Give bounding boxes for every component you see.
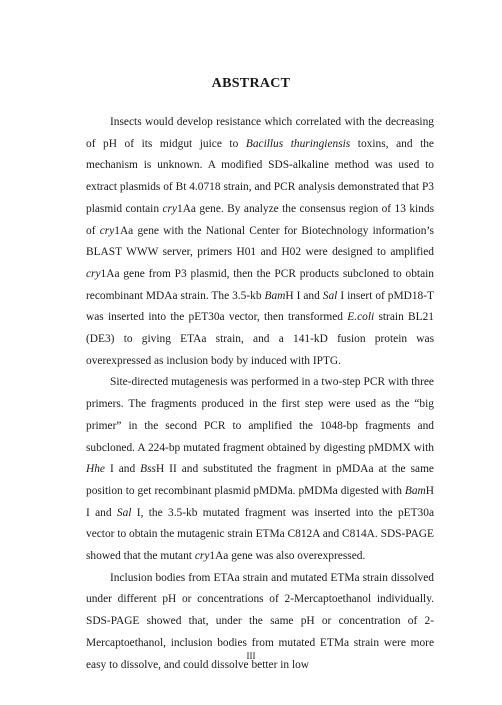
text-run: I, the 3.5-kb mutated fragment was inserted into the pET30a vector to obtain the mutagenic strain ETMa C812A and C814A. SDS-PAGE showed that the mutant xyxy=(86,506,434,563)
italic-term: Bam xyxy=(404,484,426,497)
italic-term: cry xyxy=(99,224,115,237)
text-run: H I and xyxy=(285,289,323,302)
text-run: I insert of pMD18-T was inserted into the pET30a vector, then transformed xyxy=(86,289,435,324)
italic-term: Bacillus thuringiensis xyxy=(245,137,351,150)
text-run: H II and substituted the fragment in pMDAa at the same position to get recombinant plasmid pMDMa. pMDMa digested with xyxy=(86,463,434,497)
italic-term: Bam xyxy=(264,289,286,302)
italic-term: Bss xyxy=(140,463,156,476)
italic-term: E.coli xyxy=(347,311,375,324)
page-title: ABSTRACT xyxy=(211,76,291,91)
text-run: I and xyxy=(104,463,141,476)
italic-term: cry xyxy=(194,550,210,563)
page-number: III xyxy=(246,651,256,661)
text-run: Site-directed mutagenesis was performed in a two-step PCR with three primers. The fragments produced in the first step were used as the “big primer” in the second PCR to amplified the 1048-bp fragments and subcloned. A 224-bp mutated fragment obtained by digesting pMDMX with xyxy=(86,376,434,454)
italic-term: Hhe xyxy=(86,463,105,476)
italic-term: cry xyxy=(86,267,101,280)
text-run: 1Aa gene. By analyze the consensus region of 13 kinds of xyxy=(86,202,434,237)
italic-term: cry xyxy=(162,202,177,215)
text-run: 1Aa gene from P3 plasmid, then the PCR products subcloned to obtain recombinant MDAa strain. The 3.5-kb xyxy=(86,267,434,302)
paragraph-resistance-cloning xyxy=(86,112,434,372)
text-run: 1Aa gene with the National Center for Biotechnology information’s BLAST WWW server, primers H01 and H02 were designed to amplified xyxy=(86,224,434,259)
text-run: Insects would develop resistance which correlated with the decreasing of pH of its midgut juice to xyxy=(86,116,434,150)
text-run: 1Aa gene was also overexpressed. xyxy=(209,550,366,563)
italic-term: Sal xyxy=(322,289,338,302)
abstract-body xyxy=(86,112,434,676)
paragraph-site-directed-mutagenesis xyxy=(86,372,434,567)
italic-term: Sal xyxy=(116,506,132,519)
text-run: Inclusion bodies from ETAa strain and mutated ETMa strain dissolved under different pH or concentrations of 2-Mercaptoethanol individually. SDS-PAGE showed that, under the same pH or concentration of 2-Mercaptoethanol, inclusion bodies from mutated ETMa strain were more easy to dissolve, and could dissolve better in low xyxy=(86,571,434,671)
text-run: toxins, and the mechanism is unknown. A modified SDS-alkaline method was used to extract plasmids of Bt 4.0718 strain, and PCR analysis demonstrated that P3 plasmid contain xyxy=(86,137,434,215)
text-run: strain BL21 (DE3) to giving ETAa strain, and a 141-kD fusion protein was overexpressed as inclusion body by induced with IPTG. xyxy=(86,311,435,367)
text-run: H I and xyxy=(86,484,434,519)
